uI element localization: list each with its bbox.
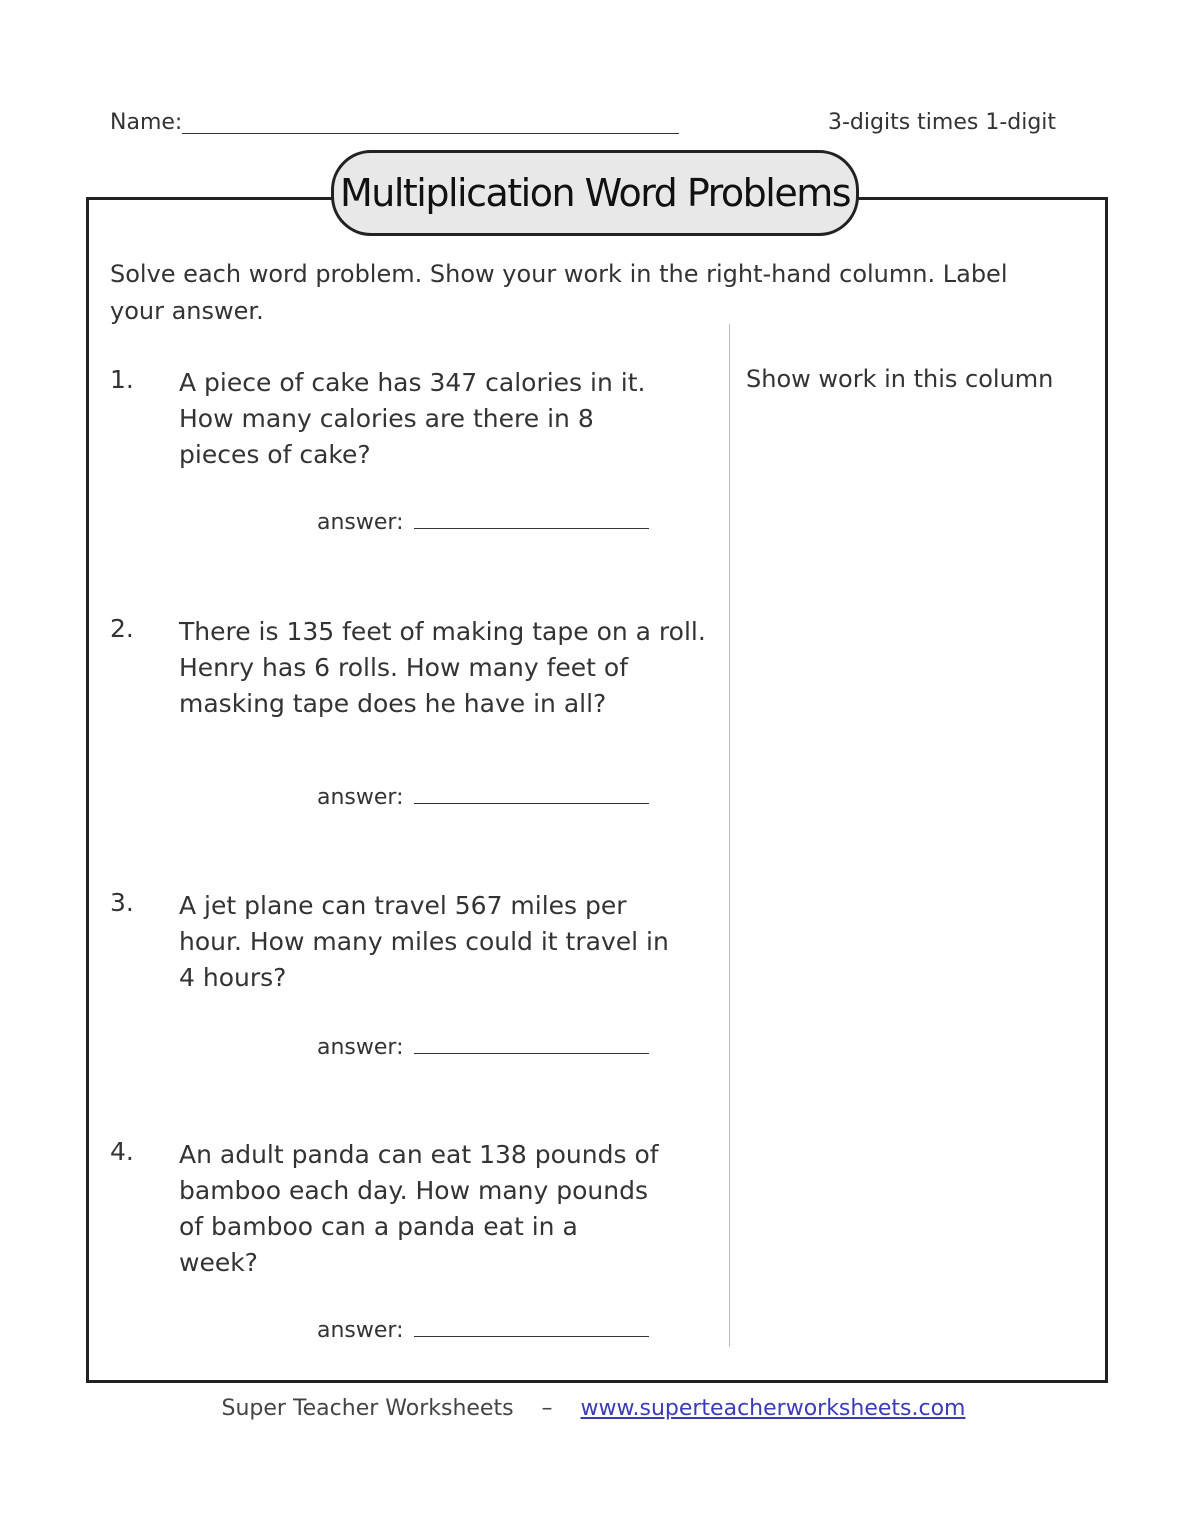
- answer-label: answer:: [317, 1035, 404, 1060]
- problem-text: A piece of cake has 347 calories in it. How many calories are there in 8 pieces of cake?: [179, 368, 646, 469]
- answer-blank[interactable]: [414, 1336, 649, 1337]
- problem-number: 3.: [110, 888, 134, 917]
- page-title: Multiplication Word Problems: [331, 150, 859, 236]
- answer-label: answer:: [317, 510, 404, 535]
- answer-2: [317, 785, 649, 810]
- subject-label: 3-digits times 1-digit: [828, 110, 1057, 135]
- footer-separator: –: [541, 1396, 553, 1421]
- answer-blank[interactable]: [414, 1053, 649, 1054]
- problem-number: 4.: [110, 1137, 134, 1166]
- problem-text: An adult panda can eat 138 pounds of bamboo each day. How many pounds of bamboo can a panda eat in a week?: [179, 1140, 659, 1277]
- column-divider: [729, 324, 730, 1347]
- footer-link[interactable]: www.superteacherworksheets.com: [580, 1396, 966, 1421]
- name-line[interactable]: [182, 133, 679, 134]
- answer-1: [317, 510, 649, 535]
- answer-3: [317, 1035, 649, 1060]
- answer-blank[interactable]: [414, 528, 649, 529]
- problem-number: 2.: [110, 614, 134, 643]
- work-column-label: Show work in this column: [746, 365, 1054, 393]
- answer-blank[interactable]: [414, 803, 649, 804]
- answer-label: answer:: [317, 785, 404, 810]
- answer-4: [317, 1318, 649, 1343]
- name-label: Name:: [110, 110, 183, 135]
- instructions: Solve each word problem. Show your work in the right-hand column. Label your answer.: [110, 260, 1008, 325]
- footer-site-name: Super Teacher Worksheets: [221, 1396, 514, 1421]
- problem-number: 1.: [110, 365, 134, 394]
- problem-text: A jet plane can travel 567 miles per hour. How many miles could it travel in 4 hours?: [179, 891, 669, 992]
- footer: [0, 1396, 1187, 1421]
- answer-label: answer:: [317, 1318, 404, 1343]
- problem-text: There is 135 feet of making tape on a roll. Henry has 6 rolls. How many feet of masking tape does he have in all?: [179, 617, 706, 718]
